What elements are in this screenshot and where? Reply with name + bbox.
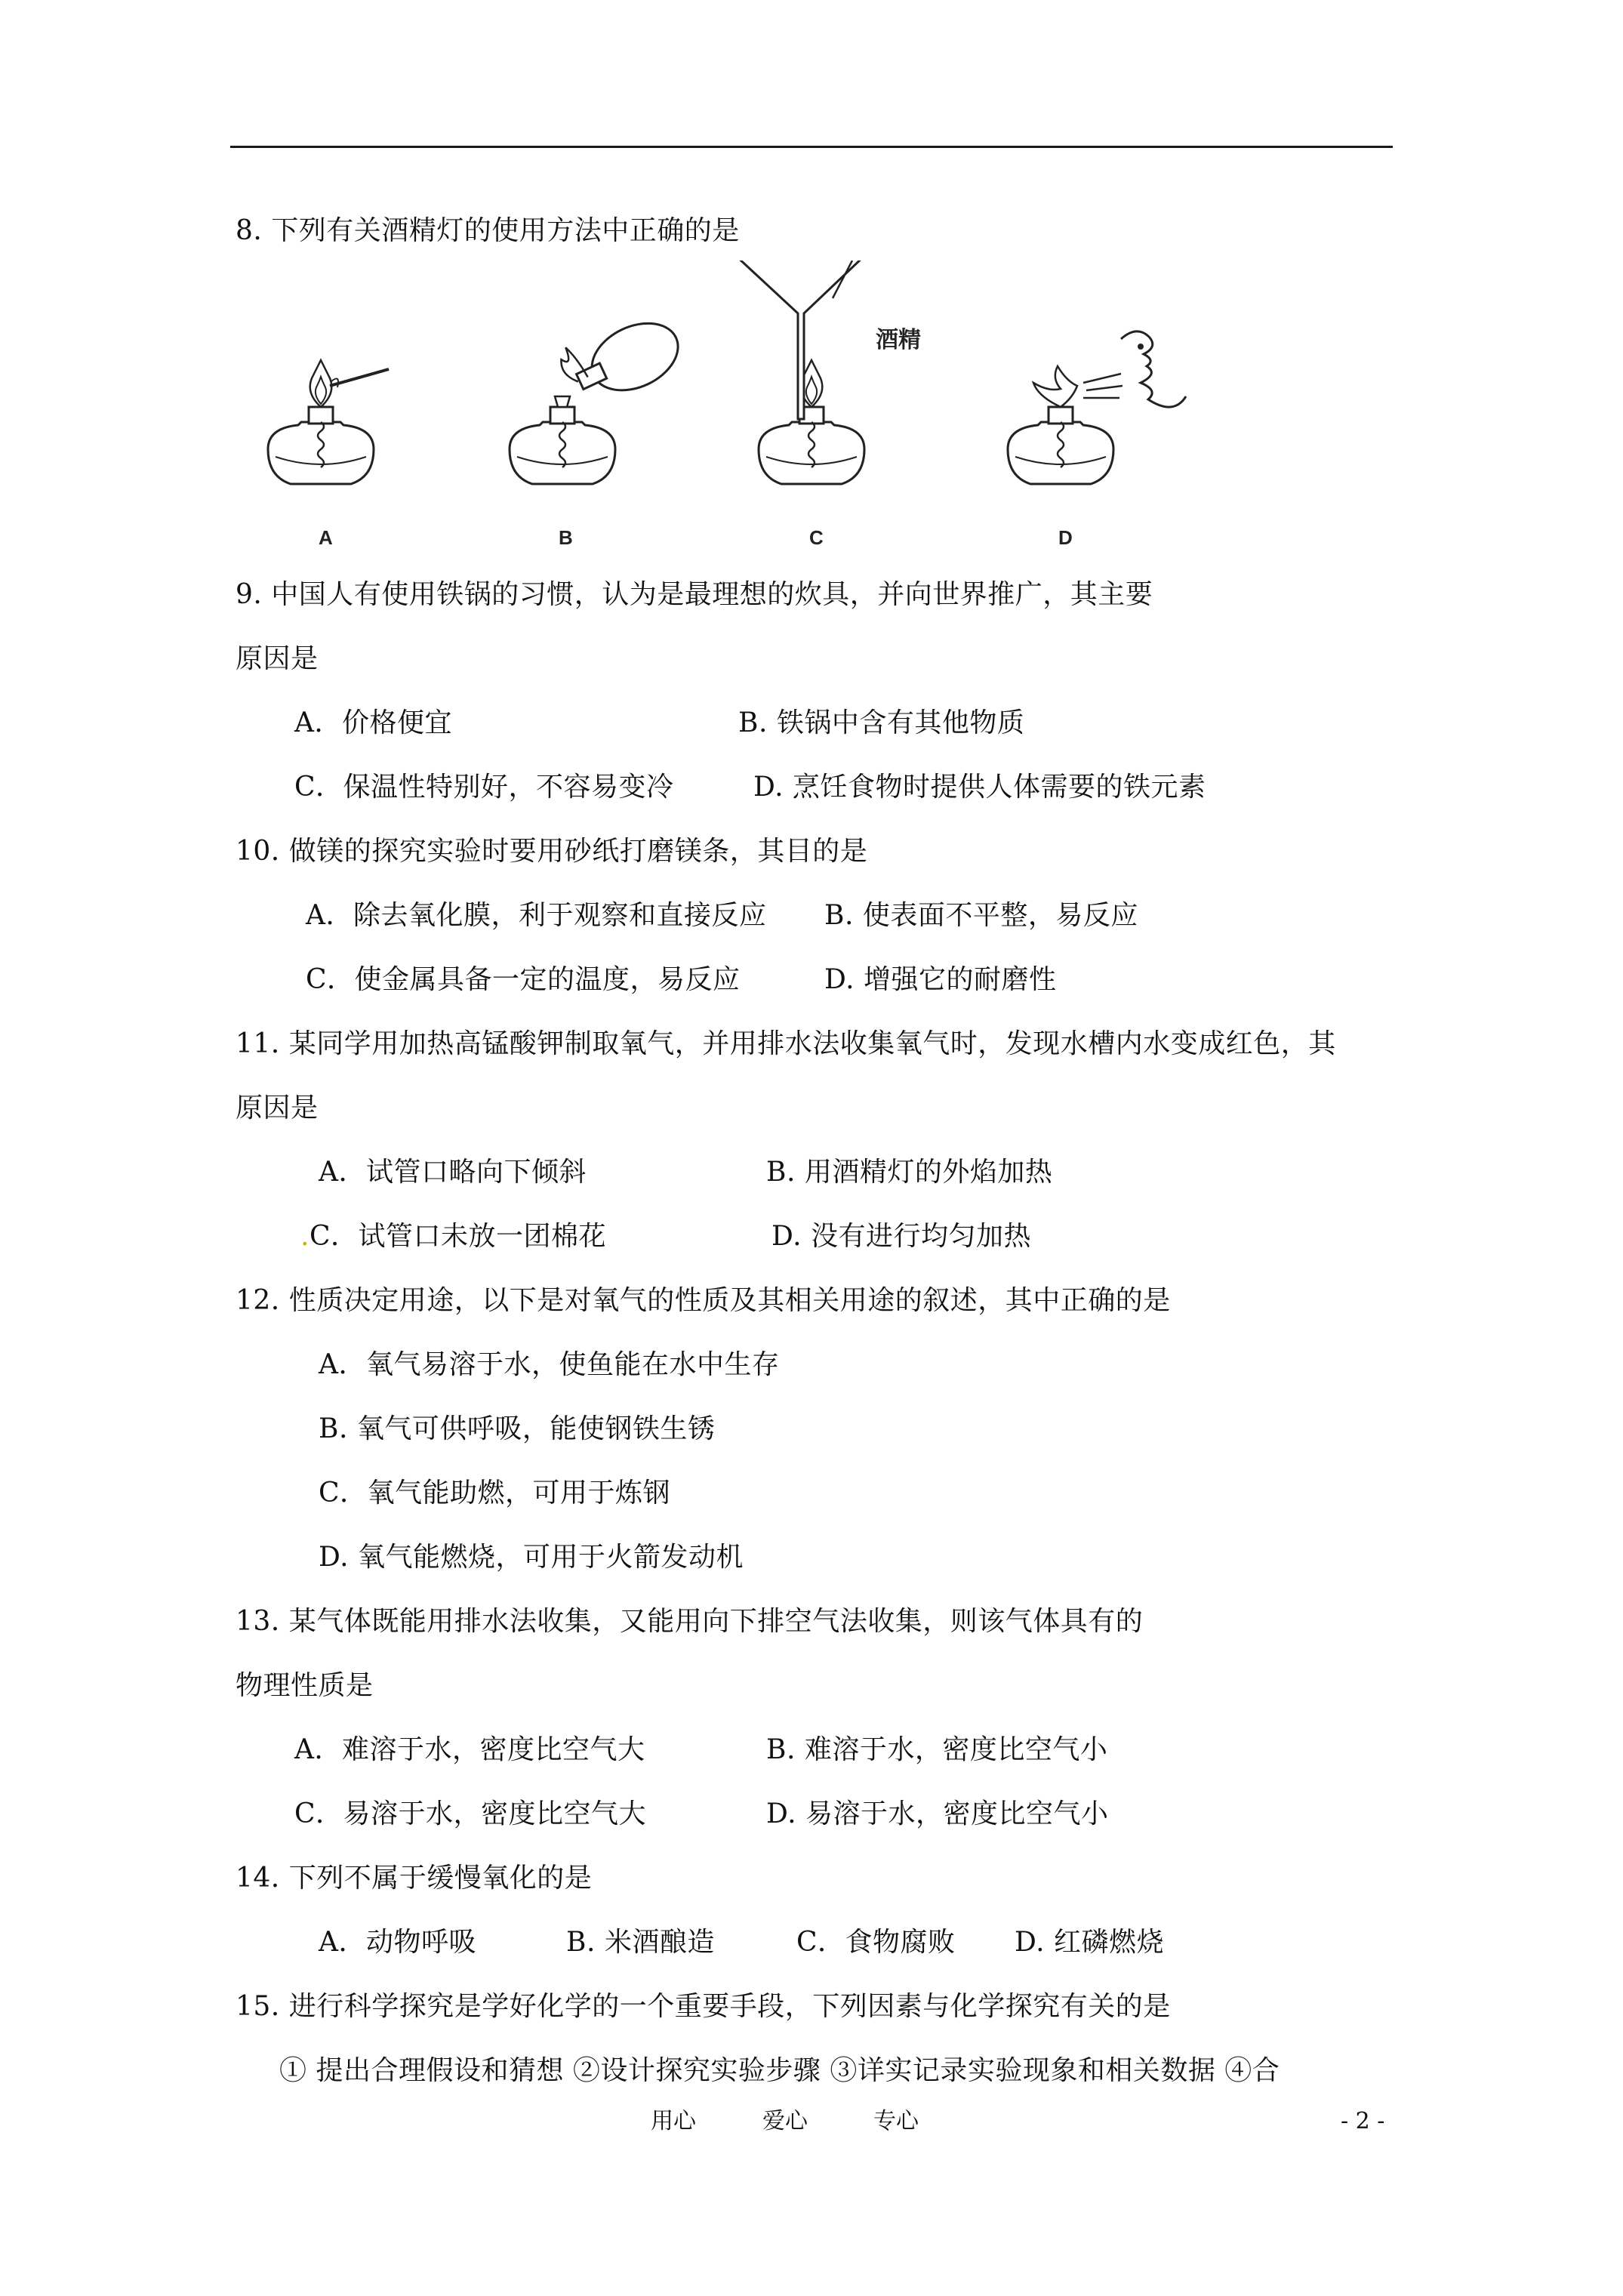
q10-option-a: A．除去氧化膜，利于观察和直接反应 bbox=[306, 900, 767, 931]
q11-option-b: B. 用酒精灯的外焰加热 bbox=[766, 1157, 1053, 1188]
q9-stem-line1: 9. 中国人有使用铁锅的习惯，认为是最理想的炊具，并向世界推广，其主要 bbox=[236, 579, 1153, 610]
q14-option-a: A．动物呼吸 bbox=[319, 1927, 476, 1958]
q11-option-a: A．试管口略向下倾斜 bbox=[319, 1157, 587, 1188]
q13-stem-line2: 物理性质是 bbox=[236, 1670, 374, 1701]
q10-option-d: D. 增强它的耐磨性 bbox=[824, 964, 1057, 995]
q15-stem: 15. 进行科学探究是学好化学的一个重要手段，下列因素与化学探究有关的是 bbox=[236, 1991, 1171, 2022]
page-number: - 2 - bbox=[1341, 2108, 1385, 2134]
q12-option-b: B. 氧气可供呼吸，能使钢铁生锈 bbox=[319, 1413, 716, 1444]
q14-option-c: C．食物腐败 bbox=[796, 1927, 956, 1958]
q12-option-d: D. 氧气能燃烧，可用于火箭发动机 bbox=[319, 1542, 744, 1573]
q14-option-d: D. 红磷燃烧 bbox=[1015, 1927, 1164, 1958]
footer-word-2: 爱心 bbox=[762, 2108, 808, 2134]
q9-option-d: D. 烹饪食物时提供人体需要的铁元素 bbox=[753, 772, 1206, 803]
q13-option-a: A．难溶于水，密度比空气大 bbox=[294, 1734, 645, 1765]
q8-stem: 8. 下列有关酒精灯的使用方法中正确的是 bbox=[236, 215, 740, 246]
q12-option-c: C．氧气能助燃，可用于炼钢 bbox=[319, 1478, 671, 1509]
footer-word-3: 专心 bbox=[873, 2108, 919, 2134]
q11-stem-line1: 11. 某同学用加热高锰酸钾制取氧气，并用排水法收集氧气时，发现水槽内水变成红色，其 bbox=[236, 1028, 1336, 1059]
figure-label-c: C bbox=[809, 526, 824, 549]
q11-option-d: D. 没有进行均匀加热 bbox=[771, 1221, 1031, 1252]
q10-stem: 10. 做镁的探究实验时要用砂纸打磨镁条，其目的是 bbox=[236, 836, 868, 867]
figure-label-d: D bbox=[1058, 526, 1073, 549]
q9-option-b: B. 铁锅中含有其他物质 bbox=[738, 707, 1025, 738]
q11-option-c bbox=[300, 1220, 606, 1253]
q14-stem: 14. 下列不属于缓慢氧化的是 bbox=[236, 1863, 593, 1894]
figure-label-b: B bbox=[559, 526, 573, 549]
stray-dot: . bbox=[300, 1221, 310, 1252]
q10-option-b: B. 使表面不平整，易反应 bbox=[824, 900, 1138, 931]
alcohol-label: 酒精 bbox=[876, 328, 921, 353]
q9-stem-line2: 原因是 bbox=[236, 643, 319, 674]
q10-option-c: C．使金属具备一定的温度，易反应 bbox=[306, 964, 741, 995]
q13-option-d: D. 易溶于水，密度比空气小 bbox=[766, 1798, 1109, 1829]
q12-stem: 12. 性质决定用途，以下是对氧气的性质及其相关用途的叙述，其中正确的是 bbox=[236, 1285, 1171, 1316]
lamp-a-illustration bbox=[268, 360, 389, 484]
figure-label-a: A bbox=[319, 526, 333, 549]
header-rule bbox=[230, 146, 1393, 148]
q12-option-a: A．氧气易溶于水，使鱼能在水中生存 bbox=[319, 1349, 780, 1380]
q9-option-a: A．价格便宜 bbox=[294, 707, 452, 738]
q13-option-c: C．易溶于水，密度比空气大 bbox=[294, 1798, 647, 1829]
q15-items-line: ① 提出合理假设和猜想 ②设计探究实验步骤 ③详实记录实验现象和相关数据 ④合 bbox=[279, 2055, 1280, 2086]
q11-stem-line2: 原因是 bbox=[236, 1093, 319, 1123]
q11-option-c-text: C．试管口未放一团棉花 bbox=[309, 1221, 606, 1252]
q13-stem-line1: 13. 某气体既能用排水法收集，又能用向下排空气法收集，则该气体具有的 bbox=[236, 1606, 1144, 1637]
lamp-b-illustration bbox=[510, 304, 688, 484]
footer-word-1: 用心 bbox=[651, 2108, 696, 2134]
q14-option-b: B. 米酒酿造 bbox=[566, 1927, 715, 1958]
q13-option-b: B. 难溶于水，密度比空气小 bbox=[766, 1734, 1108, 1765]
lamp-d-illustration bbox=[1008, 331, 1186, 484]
q9-option-c: C．保温性特别好，不容易变冷 bbox=[294, 772, 674, 803]
lamp-c-illustration bbox=[736, 260, 969, 484]
q8-figure-alcohol-lamps bbox=[249, 260, 1246, 555]
